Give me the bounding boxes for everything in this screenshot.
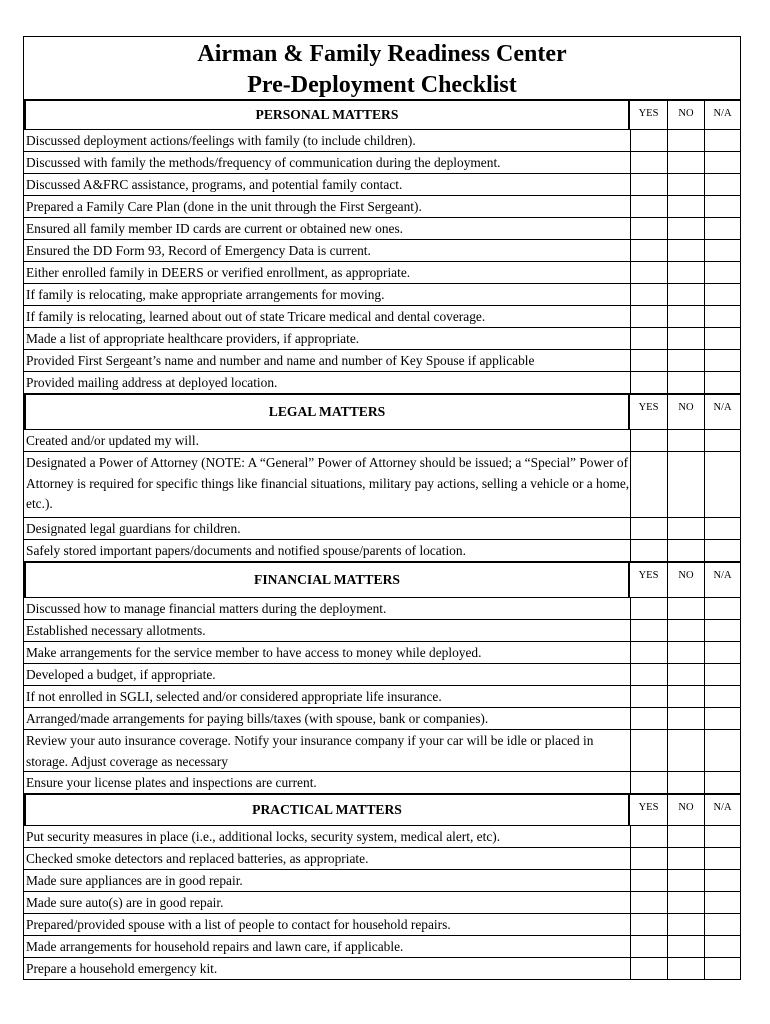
na-checkbox-cell[interactable] — [704, 892, 740, 913]
na-checkbox-cell[interactable] — [704, 196, 740, 217]
checklist-item-text: Review your auto insurance coverage. Notify your insurance company if your car will be idle or placed in storage. Adjust coverage as necessary — [26, 733, 594, 769]
checklist-row — [24, 619, 740, 641]
checklist-row — [24, 869, 740, 891]
na-checkbox-cell[interactable] — [704, 664, 740, 685]
na-checkbox-cell[interactable] — [704, 328, 740, 349]
yes-checkbox-cell[interactable] — [630, 730, 667, 771]
no-checkbox-cell[interactable] — [667, 218, 704, 239]
checklist-item-text: Designated a Power of Attorney (NOTE: A “General” Power of Attorney should be issued; a “Special” Power of Attorney is required for specific things like financial situations, military pay actions, selling a vehicle or a home, etc.). — [26, 455, 630, 511]
checklist-row — [24, 707, 740, 729]
na-checkbox-cell[interactable] — [704, 686, 740, 707]
no-checkbox-cell[interactable] — [667, 152, 704, 173]
no-checkbox-cell[interactable] — [667, 328, 704, 349]
checklist-row — [24, 129, 740, 151]
na-checkbox-cell[interactable] — [704, 152, 740, 173]
yes-checkbox-cell[interactable] — [630, 892, 667, 913]
no-checkbox-cell[interactable] — [667, 174, 704, 195]
na-checkbox-cell[interactable] — [704, 826, 740, 847]
no-checkbox-cell[interactable] — [667, 848, 704, 869]
yes-column-header: YES — [638, 108, 659, 119]
section-heading: PERSONAL MATTERS — [24, 101, 630, 129]
checklist-item-text: Put security measures in place (i.e., additional locks, security system, medical alert, etc). — [26, 829, 501, 844]
section-header — [24, 793, 740, 825]
no-checkbox-cell[interactable] — [667, 708, 704, 729]
yes-checkbox-cell[interactable] — [630, 306, 667, 327]
yes-checkbox-cell[interactable] — [630, 642, 667, 663]
na-checkbox-cell[interactable] — [704, 452, 740, 517]
checklist-item-text: If not enrolled in SGLI, selected and/or considered appropriate life insurance. — [26, 689, 442, 704]
section-heading: PRACTICAL MATTERS — [24, 795, 630, 825]
yes-checkbox-cell[interactable] — [630, 848, 667, 869]
checklist-row — [24, 663, 740, 685]
checklist-item-text: Developed a budget, if appropriate. — [26, 667, 216, 682]
checklist-item-text: Discussed with family the methods/frequency of communication during the deployment. — [26, 155, 501, 170]
title-line-1: Airman & Family Readiness Center — [197, 41, 567, 67]
na-checkbox-cell[interactable] — [704, 598, 740, 619]
checklist-item-text: Discussed A&FRC assistance, programs, and potential family contact. — [26, 177, 403, 192]
na-checkbox-cell[interactable] — [704, 642, 740, 663]
checklist-item-text: Discussed deployment actions/feelings with family (to include children). — [26, 133, 416, 148]
checklist-item-text: Either enrolled family in DEERS or verified enrollment, as appropriate. — [26, 265, 411, 280]
na-checkbox-cell[interactable] — [704, 540, 740, 561]
na-checkbox-cell[interactable] — [704, 958, 740, 979]
yes-checkbox-cell[interactable] — [630, 540, 667, 561]
checklist-item-text: Arranged/made arrangements for paying bills/taxes (with spouse, bank or companies). — [26, 711, 489, 726]
checklist-row — [24, 261, 740, 283]
yes-column-header: YES — [638, 802, 659, 813]
no-checkbox-cell[interactable] — [667, 686, 704, 707]
na-checkbox-cell[interactable] — [704, 848, 740, 869]
no-checkbox-cell[interactable] — [667, 350, 704, 371]
checklist-row — [24, 451, 740, 517]
checklist-row — [24, 195, 740, 217]
title-line-2: Pre-Deployment Checklist — [247, 72, 517, 98]
no-checkbox-cell[interactable] — [667, 430, 704, 451]
na-checkbox-cell[interactable] — [704, 870, 740, 891]
na-checkbox-cell[interactable] — [704, 262, 740, 283]
checklist-item-text: Prepare a household emergency kit. — [26, 961, 218, 976]
checklist-item-text: Provided First Sergeant’s name and number and name and number of Key Spouse if applicable — [26, 353, 535, 368]
checklist-item-text: Made sure appliances are in good repair. — [26, 873, 243, 888]
checklist-row — [24, 327, 740, 349]
yes-checkbox-cell[interactable] — [630, 240, 667, 261]
na-checkbox-cell[interactable] — [704, 306, 740, 327]
no-checkbox-cell[interactable] — [667, 870, 704, 891]
checklist-row — [24, 597, 740, 619]
yes-column-header: YES — [638, 402, 659, 413]
checklist-row — [24, 847, 740, 869]
checklist-item-text: Ensured the DD Form 93, Record of Emergency Data is current. — [26, 243, 371, 258]
yes-column-header: YES — [638, 570, 659, 581]
na-column-header: N/A — [704, 795, 740, 825]
checklist-row — [24, 891, 740, 913]
no-column-header: NO — [667, 563, 704, 597]
na-checkbox-cell[interactable] — [704, 240, 740, 261]
no-checkbox-cell[interactable] — [667, 958, 704, 979]
yes-checkbox-cell[interactable] — [630, 958, 667, 979]
no-checkbox-cell[interactable] — [667, 452, 704, 517]
no-column-header: NO — [667, 795, 704, 825]
na-column-header: N/A — [704, 563, 740, 597]
na-checkbox-cell[interactable] — [704, 174, 740, 195]
yes-checkbox-cell[interactable] — [630, 218, 667, 239]
na-checkbox-cell[interactable] — [704, 914, 740, 935]
checklist-item-text: Established necessary allotments. — [26, 623, 206, 638]
checklist-document — [23, 36, 741, 980]
no-checkbox-cell[interactable] — [667, 306, 704, 327]
yes-checkbox-cell[interactable] — [630, 936, 667, 957]
na-checkbox-cell[interactable] — [704, 284, 740, 305]
checklist-item-text: Checked smoke detectors and replaced batteries, as appropriate. — [26, 851, 369, 866]
checklist-item-text: Made arrangements for household repairs and lawn care, if applicable. — [26, 939, 404, 954]
no-checkbox-cell[interactable] — [667, 936, 704, 957]
no-checkbox-cell[interactable] — [667, 620, 704, 641]
checklist-row — [24, 685, 740, 707]
yes-checkbox-cell[interactable] — [630, 430, 667, 451]
yes-checkbox-cell[interactable] — [630, 262, 667, 283]
na-checkbox-cell[interactable] — [704, 350, 740, 371]
section-heading: LEGAL MATTERS — [24, 395, 630, 429]
na-checkbox-cell[interactable] — [704, 518, 740, 539]
yes-checkbox-cell[interactable] — [630, 518, 667, 539]
checklist-row — [24, 239, 740, 261]
na-checkbox-cell[interactable] — [704, 620, 740, 641]
na-checkbox-cell[interactable] — [704, 708, 740, 729]
checklist-row — [24, 641, 740, 663]
checklist-item-text: Safely stored important papers/documents and notified spouse/parents of location. — [26, 543, 466, 558]
checklist-item-text: Prepared a Family Care Plan (done in the unit through the First Sergeant). — [26, 199, 422, 214]
yes-checkbox-cell[interactable] — [630, 826, 667, 847]
na-checkbox-cell[interactable] — [704, 772, 740, 793]
no-checkbox-cell[interactable] — [667, 540, 704, 561]
section-header — [24, 561, 740, 597]
no-checkbox-cell[interactable] — [667, 372, 704, 393]
checklist-item-text: If family is relocating, make appropriate arrangements for moving. — [26, 287, 385, 302]
no-checkbox-cell[interactable] — [667, 664, 704, 685]
no-checkbox-cell[interactable] — [667, 892, 704, 913]
checklist-row — [24, 517, 740, 539]
yes-checkbox-cell[interactable] — [630, 196, 667, 217]
no-checkbox-cell[interactable] — [667, 598, 704, 619]
na-checkbox-cell[interactable] — [704, 372, 740, 393]
checklist-row — [24, 935, 740, 957]
checklist-row — [24, 539, 740, 561]
yes-checkbox-cell[interactable] — [630, 350, 667, 371]
checklist-item-text: Prepared/provided spouse with a list of people to contact for household repairs. — [26, 917, 451, 932]
checklist-row — [24, 283, 740, 305]
checklist-item-text: Made a list of appropriate healthcare providers, if appropriate. — [26, 331, 360, 346]
no-checkbox-cell[interactable] — [667, 196, 704, 217]
yes-checkbox-cell[interactable] — [630, 284, 667, 305]
checklist-row — [24, 305, 740, 327]
no-checkbox-cell[interactable] — [667, 730, 704, 771]
checklist-row — [24, 913, 740, 935]
yes-checkbox-cell[interactable] — [630, 152, 667, 173]
na-checkbox-cell[interactable] — [704, 218, 740, 239]
yes-checkbox-cell[interactable] — [630, 914, 667, 935]
na-checkbox-cell[interactable] — [704, 730, 740, 771]
yes-checkbox-cell[interactable] — [630, 372, 667, 393]
checklist-item-text: Created and/or updated my will. — [26, 433, 199, 448]
yes-checkbox-cell[interactable] — [630, 130, 667, 151]
na-column-header: N/A — [704, 101, 740, 129]
checklist-item-text: Make arrangements for the service member to have access to money while deployed. — [26, 645, 482, 660]
checklist-row — [24, 349, 740, 371]
yes-checkbox-cell[interactable] — [630, 328, 667, 349]
section-heading: FINANCIAL MATTERS — [24, 563, 630, 597]
checklist-row — [24, 151, 740, 173]
no-checkbox-cell[interactable] — [667, 826, 704, 847]
yes-checkbox-cell[interactable] — [630, 686, 667, 707]
yes-checkbox-cell[interactable] — [630, 870, 667, 891]
checklist-row — [24, 729, 740, 771]
section-header — [24, 393, 740, 429]
no-checkbox-cell[interactable] — [667, 130, 704, 151]
checklist-item-text: Made sure auto(s) are in good repair. — [26, 895, 224, 910]
yes-checkbox-cell[interactable] — [630, 772, 667, 793]
na-checkbox-cell[interactable] — [704, 130, 740, 151]
yes-checkbox-cell[interactable] — [630, 452, 667, 517]
checklist-item-text: Designated legal guardians for children. — [26, 521, 241, 536]
no-column-header: NO — [667, 395, 704, 429]
no-checkbox-cell[interactable] — [667, 642, 704, 663]
checklist-row — [24, 957, 740, 979]
na-checkbox-cell[interactable] — [704, 936, 740, 957]
no-checkbox-cell[interactable] — [667, 914, 704, 935]
checklist-row — [24, 825, 740, 847]
na-checkbox-cell[interactable] — [704, 430, 740, 451]
checklist-row — [24, 771, 740, 793]
document-title — [24, 37, 740, 99]
checklist-item-text: Discussed how to manage financial matters during the deployment. — [26, 601, 387, 616]
yes-checkbox-cell[interactable] — [630, 708, 667, 729]
checklist-row — [24, 217, 740, 239]
checklist-item-text: If family is relocating, learned about out of state Tricare medical and dental coverage. — [26, 309, 486, 324]
checklist-sections — [24, 99, 740, 979]
checklist-item-text: Ensured all family member ID cards are current or obtained new ones. — [26, 221, 404, 236]
checklist-item-text: Ensure your license plates and inspections are current. — [26, 775, 317, 790]
checklist-row — [24, 173, 740, 195]
yes-checkbox-cell[interactable] — [630, 620, 667, 641]
no-checkbox-cell[interactable] — [667, 262, 704, 283]
checklist-row — [24, 429, 740, 451]
no-column-header: NO — [667, 101, 704, 129]
checklist-row — [24, 371, 740, 393]
yes-checkbox-cell[interactable] — [630, 174, 667, 195]
no-checkbox-cell[interactable] — [667, 772, 704, 793]
yes-checkbox-cell[interactable] — [630, 664, 667, 685]
no-checkbox-cell[interactable] — [667, 284, 704, 305]
yes-checkbox-cell[interactable] — [630, 598, 667, 619]
checklist-item-text: Provided mailing address at deployed location. — [26, 375, 278, 390]
na-column-header: N/A — [704, 395, 740, 429]
no-checkbox-cell[interactable] — [667, 518, 704, 539]
no-checkbox-cell[interactable] — [667, 240, 704, 261]
section-header — [24, 99, 740, 129]
